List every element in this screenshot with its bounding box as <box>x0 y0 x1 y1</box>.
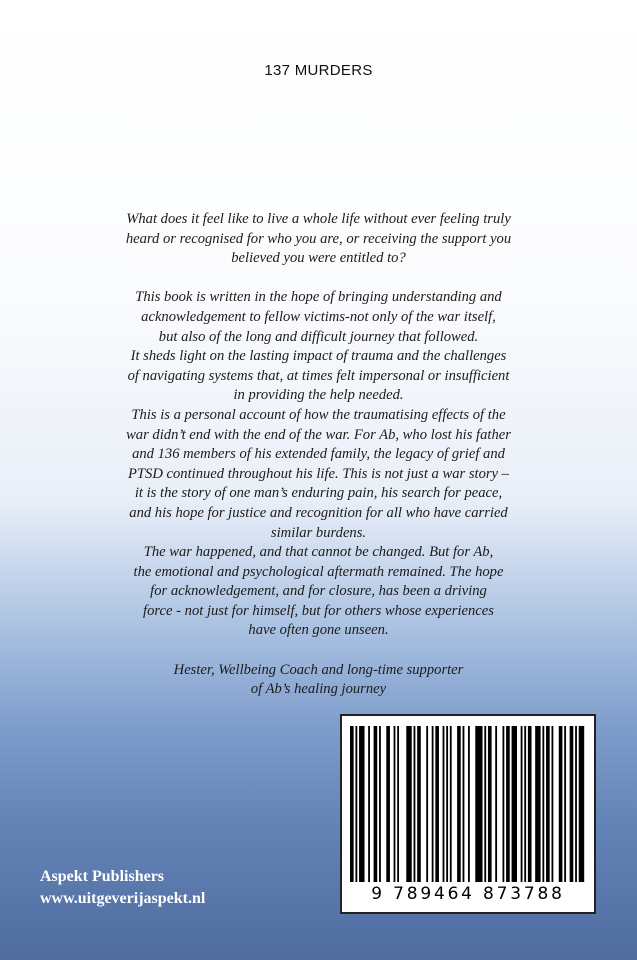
blurb-line: believed you were entitled to? <box>231 250 406 267</box>
isbn-barcode <box>340 714 596 914</box>
barcode-bar <box>506 726 510 882</box>
barcode-bar <box>426 726 428 882</box>
blurb-line: force - not just for himself, but for others whose experiences <box>143 602 494 619</box>
barcode-bar <box>575 726 577 882</box>
barcode-bar <box>394 726 396 882</box>
blurb-line: have often gone unseen. <box>248 622 389 639</box>
blurb-line: What does it feel like to live a whole life without ever feeling truly <box>126 211 511 227</box>
publisher-name: Aspekt Publishers <box>40 868 165 885</box>
barcode-bar <box>488 726 492 882</box>
blurb-line: of navigating systems that, at times felt impersonal or insufficient <box>127 367 510 384</box>
barcode-bar <box>359 726 364 882</box>
barcode-bar <box>468 726 470 882</box>
blurb-line: acknowledgement to fellow victims-not only of the war itself, <box>141 308 496 325</box>
blurb-body <box>60 288 577 641</box>
barcode-bar <box>457 726 461 882</box>
isbn-digits: 9 789464 873788 <box>371 884 565 904</box>
barcode-bar <box>542 726 544 882</box>
barcode-bar <box>463 726 465 882</box>
barcode-bar <box>512 726 517 882</box>
publisher-website: www.uitgeverijaspekt.nl <box>40 890 206 907</box>
barcode-bar <box>443 726 445 882</box>
barcode-bar <box>417 726 421 882</box>
blurb-line: but also of the long and difficult journey that followed. <box>158 328 479 345</box>
barcode-bar <box>528 726 532 882</box>
blurb-line: This book is written in the hope of bringing understanding and <box>135 289 502 306</box>
barcode-bar <box>379 726 381 882</box>
barcode-bar <box>368 726 370 882</box>
blurb-line: PTSD continued throughout his life. This is not just a war story – <box>128 465 509 482</box>
blurb-line: The war happened, and that cannot be changed. But for Ab, <box>143 544 494 561</box>
barcode-bar <box>450 726 452 882</box>
barcode-bar <box>435 726 439 882</box>
barcode-bar <box>484 726 486 882</box>
barcode-bar <box>502 726 504 882</box>
barcode-bar <box>374 726 378 882</box>
barcode-bar <box>350 726 354 882</box>
blurb-line: war didn’t end with the end of the war. For Ab, who lost his father <box>126 426 511 443</box>
barcode-bar <box>406 726 411 882</box>
barcode-bar <box>432 726 434 882</box>
barcode-bar <box>446 726 448 882</box>
signature-line: Hester, Wellbeing Coach and long-time supporter <box>173 661 464 678</box>
blurb-line: for acknowledgement, and for closure, has been a driving <box>150 583 487 600</box>
barcode-bar <box>414 726 416 882</box>
barcode-bar <box>397 726 399 882</box>
blurb-line: the emotional and psychological aftermath remained. The hope <box>133 563 504 580</box>
signature-line: of Ab’s healing journey <box>250 681 387 698</box>
barcode-bar <box>475 726 482 882</box>
barcode-bar <box>579 726 584 882</box>
blurb-line: This is a personal account of how the traumatising effects of the <box>131 406 506 423</box>
book-title: 137 MURDERS <box>264 62 373 79</box>
publisher-block <box>40 866 205 910</box>
barcode-bar <box>524 726 526 882</box>
barcode-bar <box>535 726 540 882</box>
blurb-line: similar burdens. <box>270 524 367 541</box>
blurb-question <box>60 210 577 269</box>
blurb-line: and his hope for justice and recognition for all who have carried <box>129 504 508 521</box>
blurb <box>60 210 577 700</box>
barcode-bar <box>386 726 390 882</box>
blurb-line: heard or recognised for who you are, or receiving the support you <box>125 230 512 247</box>
barcode-bar <box>355 726 357 882</box>
barcode-bar <box>559 726 563 882</box>
barcode-bar <box>552 726 554 882</box>
barcode-bar <box>570 726 574 882</box>
barcode-bars <box>350 726 586 882</box>
barcode-bar <box>546 726 550 882</box>
blurb-line: It sheds light on the lasting impact of trauma and the challenges <box>130 348 507 365</box>
blurb-line: it is the story of one man’s enduring pain, his search for peace, <box>134 485 503 502</box>
blurb-line: and 136 members of his extended family, the legacy of grief and <box>132 446 505 463</box>
barcode-bar <box>495 726 497 882</box>
blurb-line: in providing the help needed. <box>233 387 404 404</box>
barcode-bar <box>564 726 566 882</box>
barcode-bar <box>521 726 523 882</box>
blurb-signature <box>60 661 577 700</box>
